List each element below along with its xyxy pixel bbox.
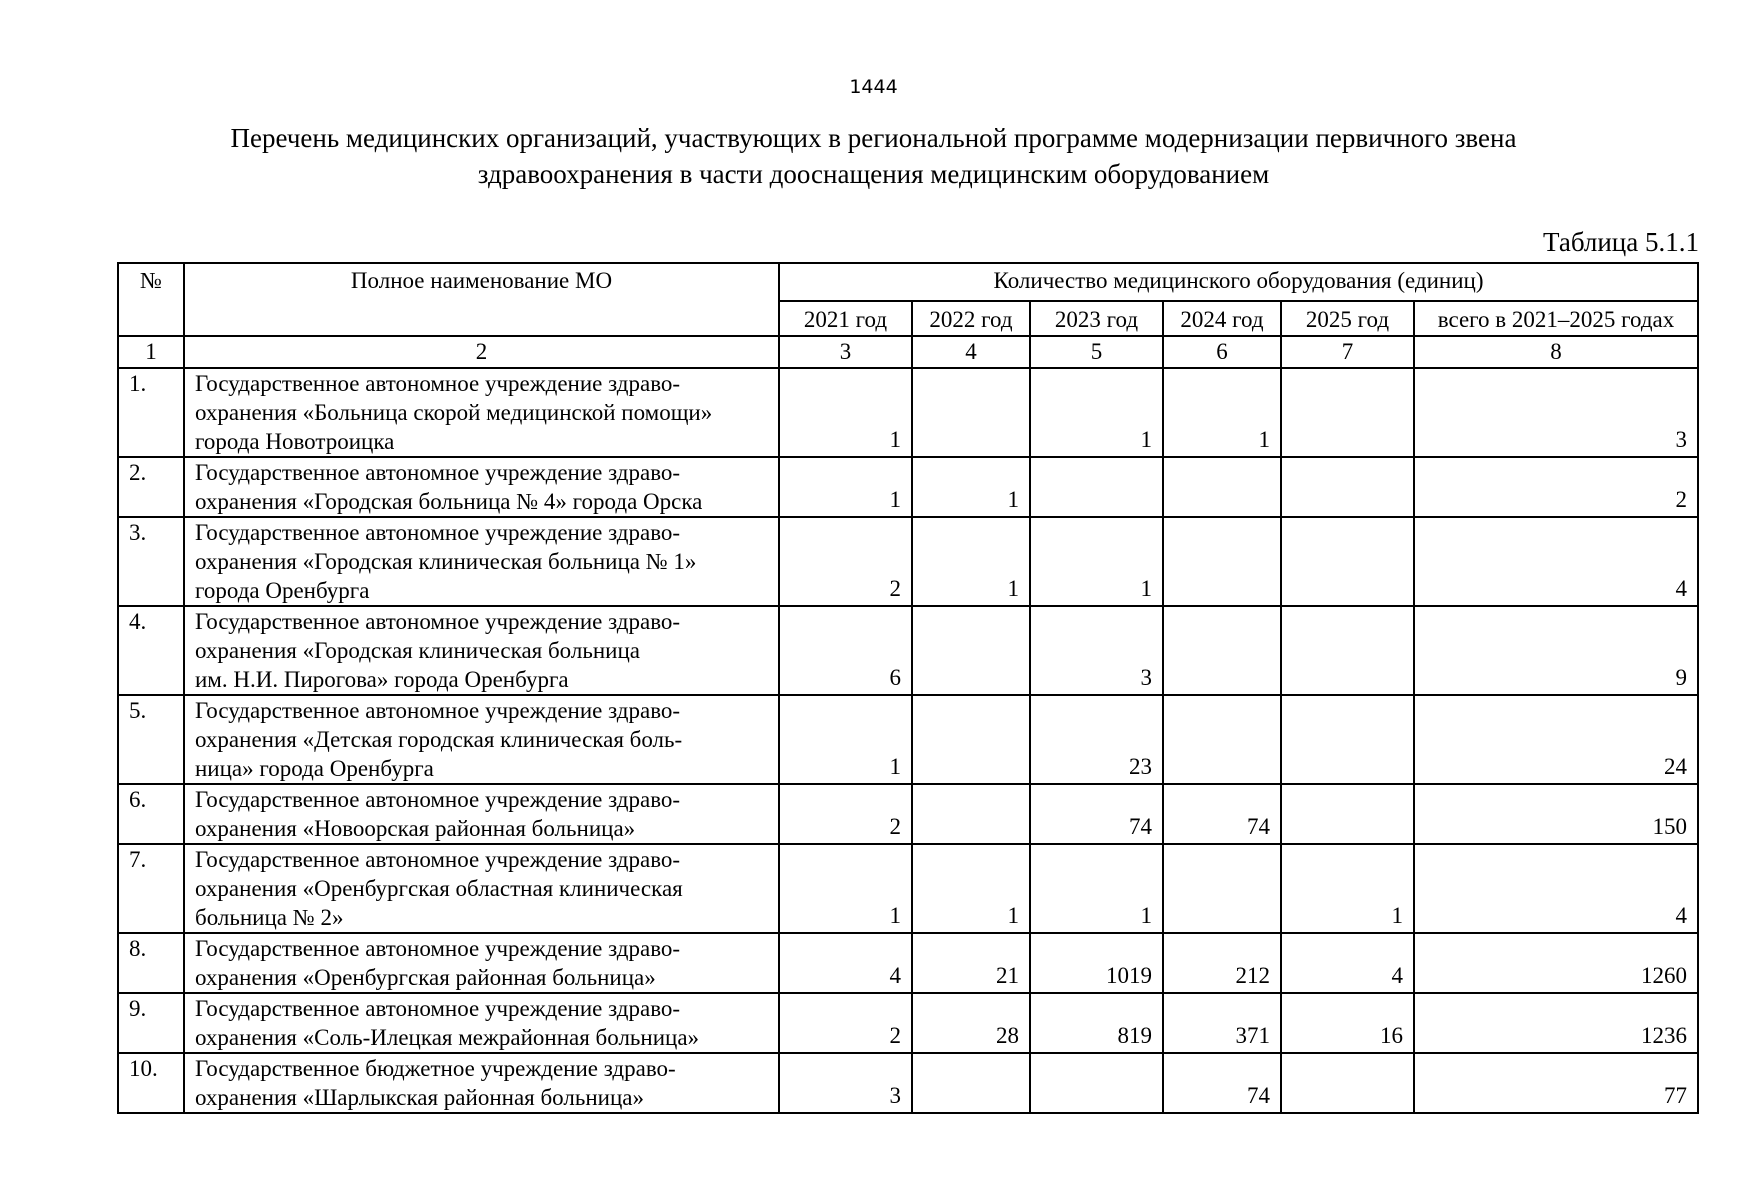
- table-row: [118, 606, 1698, 695]
- org-name-line: охранения «Городская клиническая больница: [195, 638, 640, 663]
- value-2025: 16: [1281, 993, 1414, 1053]
- value-2022: [912, 1053, 1030, 1113]
- header-year-2023: 2023 год: [1030, 301, 1163, 336]
- row-number: 6.: [118, 784, 184, 844]
- column-number: 2: [184, 336, 779, 368]
- column-number: 4: [912, 336, 1030, 368]
- org-name-line: охранения «Детская городская клиническая боль-: [195, 727, 683, 752]
- value-2025: [1281, 606, 1414, 695]
- value-2023: [1030, 1053, 1163, 1113]
- org-name: [184, 1053, 779, 1113]
- value-2023: [1030, 457, 1163, 517]
- value-2021: 3: [779, 1053, 912, 1113]
- org-name-line: Государственное автономное учреждение здраво-: [195, 847, 681, 872]
- org-name-line: Государственное бюджетное учреждение здраво-: [195, 1056, 676, 1081]
- value-total: 77: [1414, 1053, 1698, 1113]
- value-2025: 4: [1281, 933, 1414, 993]
- row-number: 1.: [118, 368, 184, 457]
- org-name-line: города Новотроицка: [195, 429, 395, 454]
- value-2021: 4: [779, 933, 912, 993]
- org-name-line: Государственное автономное учреждение здраво-: [195, 460, 681, 485]
- value-2021: 1: [779, 695, 912, 784]
- org-name-line: Государственное автономное учреждение здраво-: [195, 787, 681, 812]
- row-number: 3.: [118, 517, 184, 606]
- org-name-line: Государственное автономное учреждение здраво-: [195, 936, 681, 961]
- header-year-2024: 2024 год: [1163, 301, 1281, 336]
- org-name-line: больница № 2»: [195, 905, 344, 930]
- value-2025: [1281, 517, 1414, 606]
- value-2022: [912, 784, 1030, 844]
- value-total: 3: [1414, 368, 1698, 457]
- org-name: [184, 844, 779, 933]
- value-2021: 1: [779, 368, 912, 457]
- org-name: [184, 695, 779, 784]
- header-year-2022: 2022 год: [912, 301, 1030, 336]
- value-2024: [1163, 844, 1281, 933]
- value-2025: 1: [1281, 844, 1414, 933]
- org-name-line: Государственное автономное учреждение здраво-: [195, 609, 681, 634]
- org-name-line: охранения «Больница скорой медицинской помощи»: [195, 400, 713, 425]
- org-name-line: охранения «Новоорская районная больница»: [195, 816, 636, 841]
- value-2024: [1163, 695, 1281, 784]
- header-equipment-quantity: Количество медицинского оборудования (единиц): [779, 263, 1698, 301]
- value-total: 2: [1414, 457, 1698, 517]
- value-2024: 74: [1163, 1053, 1281, 1113]
- value-2023: 819: [1030, 993, 1163, 1053]
- value-2024: [1163, 457, 1281, 517]
- value-total: 24: [1414, 695, 1698, 784]
- value-2024: 212: [1163, 933, 1281, 993]
- value-2022: 1: [912, 457, 1030, 517]
- value-2024: 1: [1163, 368, 1281, 457]
- table-row: [118, 695, 1698, 784]
- value-2022: 1: [912, 844, 1030, 933]
- value-2023: 74: [1030, 784, 1163, 844]
- org-name: [184, 993, 779, 1053]
- table-label: Таблица 5.1.1: [1543, 227, 1699, 257]
- row-number: 5.: [118, 695, 184, 784]
- header-total: всего в 2021–2025 годах: [1414, 301, 1698, 336]
- value-2023: 1: [1030, 844, 1163, 933]
- value-2025: [1281, 1053, 1414, 1113]
- page-number: 1444: [849, 76, 898, 98]
- row-number: 8.: [118, 933, 184, 993]
- org-name: [184, 457, 779, 517]
- column-number: 7: [1281, 336, 1414, 368]
- value-total: 4: [1414, 517, 1698, 606]
- value-2023: 3: [1030, 606, 1163, 695]
- column-number: 6: [1163, 336, 1281, 368]
- value-2021: 2: [779, 517, 912, 606]
- org-name-line: Государственное автономное учреждение здраво-: [195, 996, 681, 1021]
- value-2024: [1163, 606, 1281, 695]
- value-2022: 21: [912, 933, 1030, 993]
- org-name-line: им. Н.И. Пирогова» города Оренбурга: [195, 667, 569, 692]
- value-2022: 1: [912, 517, 1030, 606]
- value-2021: 2: [779, 993, 912, 1053]
- org-name-line: охранения «Городская больница № 4» города Орска: [195, 489, 703, 514]
- value-2024: [1163, 517, 1281, 606]
- value-total: 1236: [1414, 993, 1698, 1053]
- value-total: 4: [1414, 844, 1698, 933]
- value-total: 150: [1414, 784, 1698, 844]
- value-2024: 371: [1163, 993, 1281, 1053]
- org-name-line: Государственное автономное учреждение здраво-: [195, 520, 681, 545]
- value-2025: [1281, 457, 1414, 517]
- value-total: 1260: [1414, 933, 1698, 993]
- org-name: [184, 517, 779, 606]
- value-2023: 23: [1030, 695, 1163, 784]
- column-number: 8: [1414, 336, 1698, 368]
- org-name: [184, 606, 779, 695]
- value-2022: [912, 695, 1030, 784]
- value-2022: [912, 368, 1030, 457]
- value-2021: 2: [779, 784, 912, 844]
- table-row: [118, 933, 1698, 993]
- org-name: [184, 368, 779, 457]
- value-2025: [1281, 784, 1414, 844]
- table-row: [118, 993, 1698, 1053]
- table-row: [118, 1053, 1698, 1113]
- column-numbers-row: [118, 336, 1698, 368]
- column-number: 5: [1030, 336, 1163, 368]
- value-2021: 1: [779, 844, 912, 933]
- header-year-2025: 2025 год: [1281, 301, 1414, 336]
- org-name-line: охранения «Оренбургская областная клиническая: [195, 876, 683, 901]
- header-org-name: Полное наименование МО: [184, 263, 779, 336]
- org-name: [184, 933, 779, 993]
- table-row: [118, 517, 1698, 606]
- org-name-line: охранения «Городская клиническая больница № 1»: [195, 549, 697, 574]
- value-2023: 1019: [1030, 933, 1163, 993]
- value-2022: 28: [912, 993, 1030, 1053]
- value-2023: 1: [1030, 368, 1163, 457]
- row-number: 10.: [118, 1053, 184, 1113]
- document-title-line-2: здравоохранения в части дооснащения медицинским оборудованием: [477, 159, 1270, 189]
- org-name-line: Государственное автономное учреждение здраво-: [195, 698, 681, 723]
- row-number: 4.: [118, 606, 184, 695]
- org-name-line: города Оренбурга: [195, 578, 370, 603]
- value-2025: [1281, 368, 1414, 457]
- column-number: 1: [118, 336, 184, 368]
- value-total: 9: [1414, 606, 1698, 695]
- value-2025: [1281, 695, 1414, 784]
- row-number: 2.: [118, 457, 184, 517]
- equipment-table: [117, 262, 1699, 1114]
- header-number: №: [118, 263, 184, 336]
- table-row: [118, 784, 1698, 844]
- value-2021: 6: [779, 606, 912, 695]
- table-header-row: [118, 263, 1698, 301]
- org-name: [184, 784, 779, 844]
- table-row: [118, 368, 1698, 457]
- org-name-line: Государственное автономное учреждение здраво-: [195, 371, 681, 396]
- value-2024: 74: [1163, 784, 1281, 844]
- table-row: [118, 844, 1698, 933]
- document-title: [120, 120, 1627, 192]
- value-2021: 1: [779, 457, 912, 517]
- value-2023: 1: [1030, 517, 1163, 606]
- document-title-line-1: Перечень медицинских организаций, участвующих в региональной программе модернизации первичного звена: [230, 123, 1517, 153]
- org-name-line: охранения «Шарлыкская районная больница»: [195, 1085, 644, 1110]
- row-number: 9.: [118, 993, 184, 1053]
- org-name-line: охранения «Соль-Илецкая межрайонная больница»: [195, 1025, 700, 1050]
- column-number: 3: [779, 336, 912, 368]
- org-name-line: охранения «Оренбургская районная больница»: [195, 965, 656, 990]
- table-row: [118, 457, 1698, 517]
- value-2022: [912, 606, 1030, 695]
- row-number: 7.: [118, 844, 184, 933]
- header-year-2021: 2021 год: [779, 301, 912, 336]
- org-name-line: ница» города Оренбурга: [195, 756, 434, 781]
